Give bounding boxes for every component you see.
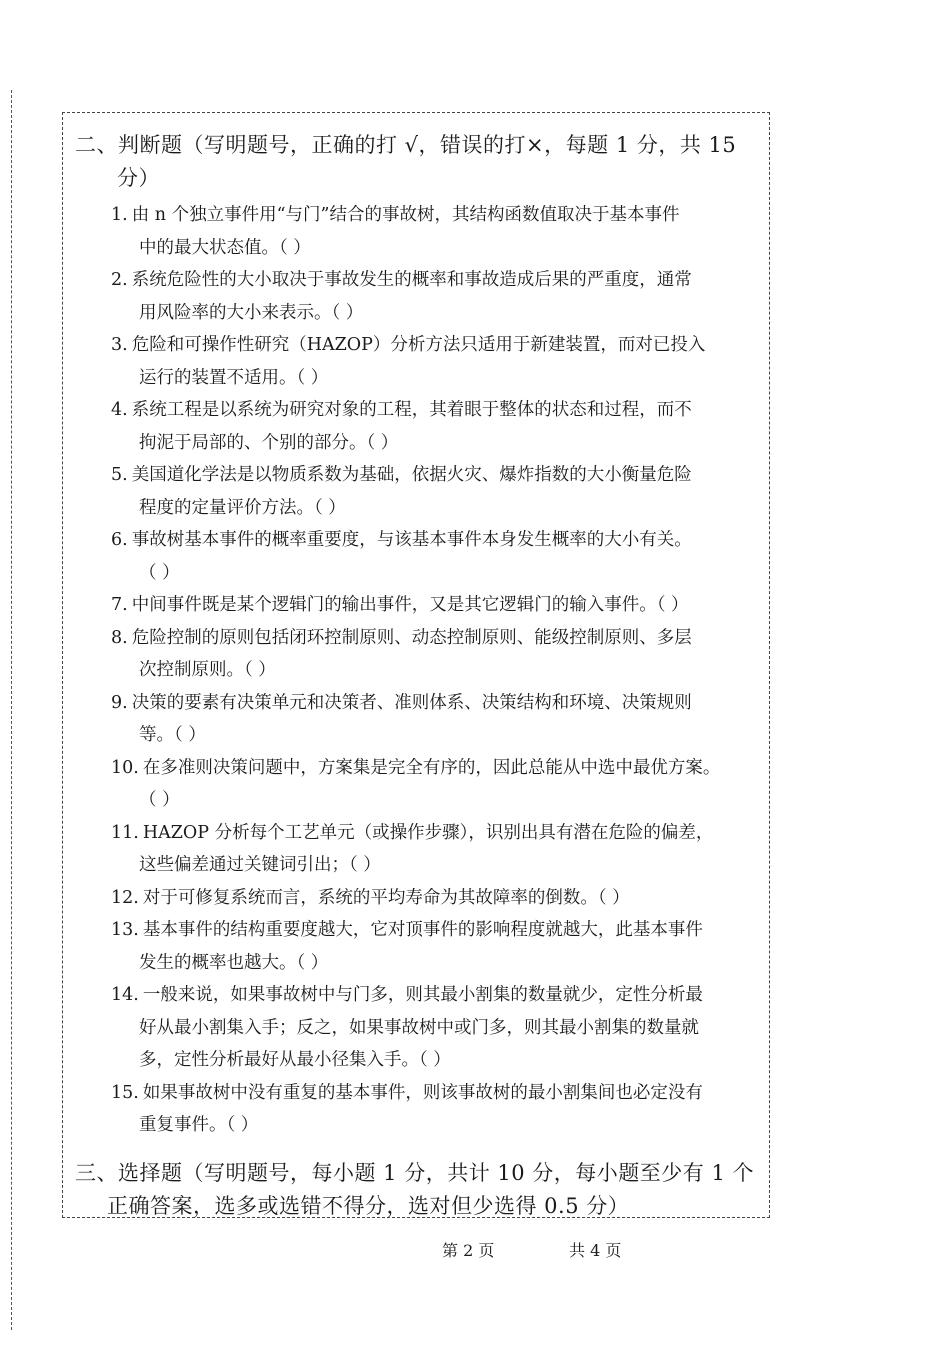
- question-text: 事故树基本事件的概率重要度，与该基本事件本身发生概率的大小有关。: [131, 530, 692, 550]
- question-continuation-line: 用风险率的大小来表示。（ ）: [139, 302, 364, 323]
- question-text: 决策的要素有决策单元和决策者、准则体系、决策结构和环境、决策规则: [131, 692, 692, 713]
- question-continuation-line: 次控制原则。（ ）: [139, 660, 276, 680]
- question-text: 一般来说，如果事故树中与门多，则其最小割集的数量就少，定性分析最: [142, 985, 703, 1005]
- section-3-heading-line-1: 三、选择题（写明题号，每小题 1 分，共计 10 分，每小题至少有 1 个: [75, 1161, 754, 1185]
- question-number: 13.: [111, 920, 139, 940]
- question-continuation-line: 多，定性分析最好从最小径集入手。（ ）: [139, 1050, 451, 1070]
- question-continuation-line: 这些偏差通过关键词引出；（ ）: [139, 855, 381, 875]
- question-item: [111, 882, 761, 915]
- question-number: 11.: [111, 822, 139, 843]
- question-continuation-line: 中的最大状态值。（ ）: [139, 237, 311, 258]
- question-text: 在多准则决策问题中，方案集是完全有序的，因此总能从中选中最优方案。: [142, 757, 721, 778]
- question-first-line: [111, 882, 761, 915]
- question-text: 危险和可操作性研究（HAZOP）分析方法只适用于新建装置，而对已投入: [131, 335, 706, 355]
- question-number: 15.: [111, 1082, 139, 1103]
- question-text: 中间事件既是某个逻辑门的输出事件，又是其它逻辑门的输入事件。（ ）: [131, 595, 689, 615]
- question-item: [111, 459, 761, 524]
- question-number: 2.: [111, 270, 128, 290]
- question-number: 10.: [111, 757, 139, 778]
- question-continuation-line: 发生的概率也越大。（ ）: [139, 952, 329, 973]
- question-text: 对于可修复系统而言，系统的平均寿命为其故障率的倒数。（ ）: [142, 887, 630, 908]
- question-first-line: [111, 752, 761, 785]
- question-continuation-line: 重复事件。（ ）: [139, 1115, 259, 1135]
- question-number: 4.: [111, 400, 128, 420]
- question-item: [111, 394, 761, 459]
- question-number: 1.: [111, 205, 128, 225]
- question-item: [111, 1077, 761, 1142]
- question-item: [111, 979, 761, 1077]
- question-item: [111, 687, 761, 752]
- question-number: 8.: [111, 627, 128, 648]
- question-item: [111, 264, 761, 329]
- question-continuation-line: 等。（ ）: [139, 725, 206, 745]
- question-item: [111, 199, 761, 264]
- section-3-heading: [75, 1157, 765, 1223]
- page-total: 共 4 页: [569, 1241, 622, 1260]
- question-item: [111, 524, 761, 589]
- page-number: 第 2 页: [442, 1241, 495, 1260]
- question-item: [111, 752, 761, 817]
- question-first-line: [111, 1077, 761, 1110]
- question-number: 6.: [111, 530, 128, 550]
- question-item: [111, 589, 761, 622]
- section-2-heading-line-2: 分）: [117, 166, 160, 190]
- question-number: 9.: [111, 692, 128, 713]
- question-text: 基本事件的结构重要度越大，它对顶事件的影响程度就越大，此基本事件: [142, 920, 703, 940]
- question-number: 12.: [111, 887, 139, 908]
- question-number: 3.: [111, 335, 128, 355]
- section-2-heading: [75, 129, 765, 195]
- question-text: HAZOP 分析每个工艺单元（或操作步骤），识别出具有潜在危险的偏差，: [142, 822, 714, 843]
- question-text: 系统危险性的大小取决于事故发生的概率和事故造成后果的严重度，通常: [131, 270, 692, 290]
- question-first-line: [111, 459, 761, 492]
- question-continuation-line: 程度的定量评价方法。（ ）: [139, 497, 346, 518]
- question-continuation-line: （ ）: [139, 562, 180, 583]
- question-first-line: [111, 329, 761, 362]
- question-item: [111, 329, 761, 394]
- question-number: 7.: [111, 595, 128, 615]
- binding-margin-line: [11, 90, 12, 1330]
- question-first-line: [111, 979, 761, 1012]
- question-text: 由 n 个独立事件用“与门”结合的事故树，其结构函数值取决于基本事件: [131, 205, 680, 225]
- question-first-line: [111, 817, 761, 850]
- question-item: [111, 817, 761, 882]
- question-number: 5.: [111, 465, 128, 485]
- question-continuation-line: 拘泥于局部的、个别的部分。（ ）: [139, 432, 399, 453]
- exam-content-box: [62, 112, 770, 1218]
- question-first-line: [111, 524, 761, 557]
- true-false-question-list: [111, 199, 761, 1142]
- question-first-line: [111, 264, 761, 297]
- section-2-heading-line-1: 二、判断题（写明题号，正确的打 √，错误的打×，每题 1 分，共 15: [75, 133, 737, 157]
- question-first-line: [111, 394, 761, 427]
- section-3-heading-line-2: 正确答案，选多或选错不得分，选对但少选得 0.5 分）: [107, 1194, 630, 1218]
- question-text: 系统工程是以系统为研究对象的工程，其着眼于整体的状态和过程，而不: [131, 400, 692, 420]
- question-first-line: [111, 687, 761, 720]
- question-continuation-line: （ ）: [139, 790, 180, 810]
- question-item: [111, 622, 761, 687]
- question-continuation-line: 好从最小割集入手；反之，如果事故树中或门多，则其最小割集的数量就: [139, 1017, 699, 1038]
- question-text: 如果事故树中没有重复的基本事件，则该事故树的最小割集间也必定没有: [142, 1082, 703, 1103]
- question-number: 14.: [111, 985, 139, 1005]
- question-first-line: [111, 914, 761, 947]
- question-first-line: [111, 622, 761, 655]
- question-first-line: [111, 589, 761, 622]
- question-text: 美国道化学法是以物质系数为基础，依据火灾、爆炸指数的大小衡量危险: [131, 465, 692, 485]
- question-item: [111, 914, 761, 979]
- question-first-line: [111, 199, 761, 232]
- question-continuation-line: 运行的装置不适用。（ ）: [139, 367, 329, 388]
- question-text: 危险控制的原则包括闭环控制原则、动态控制原则、能级控制原则、多层: [131, 627, 692, 648]
